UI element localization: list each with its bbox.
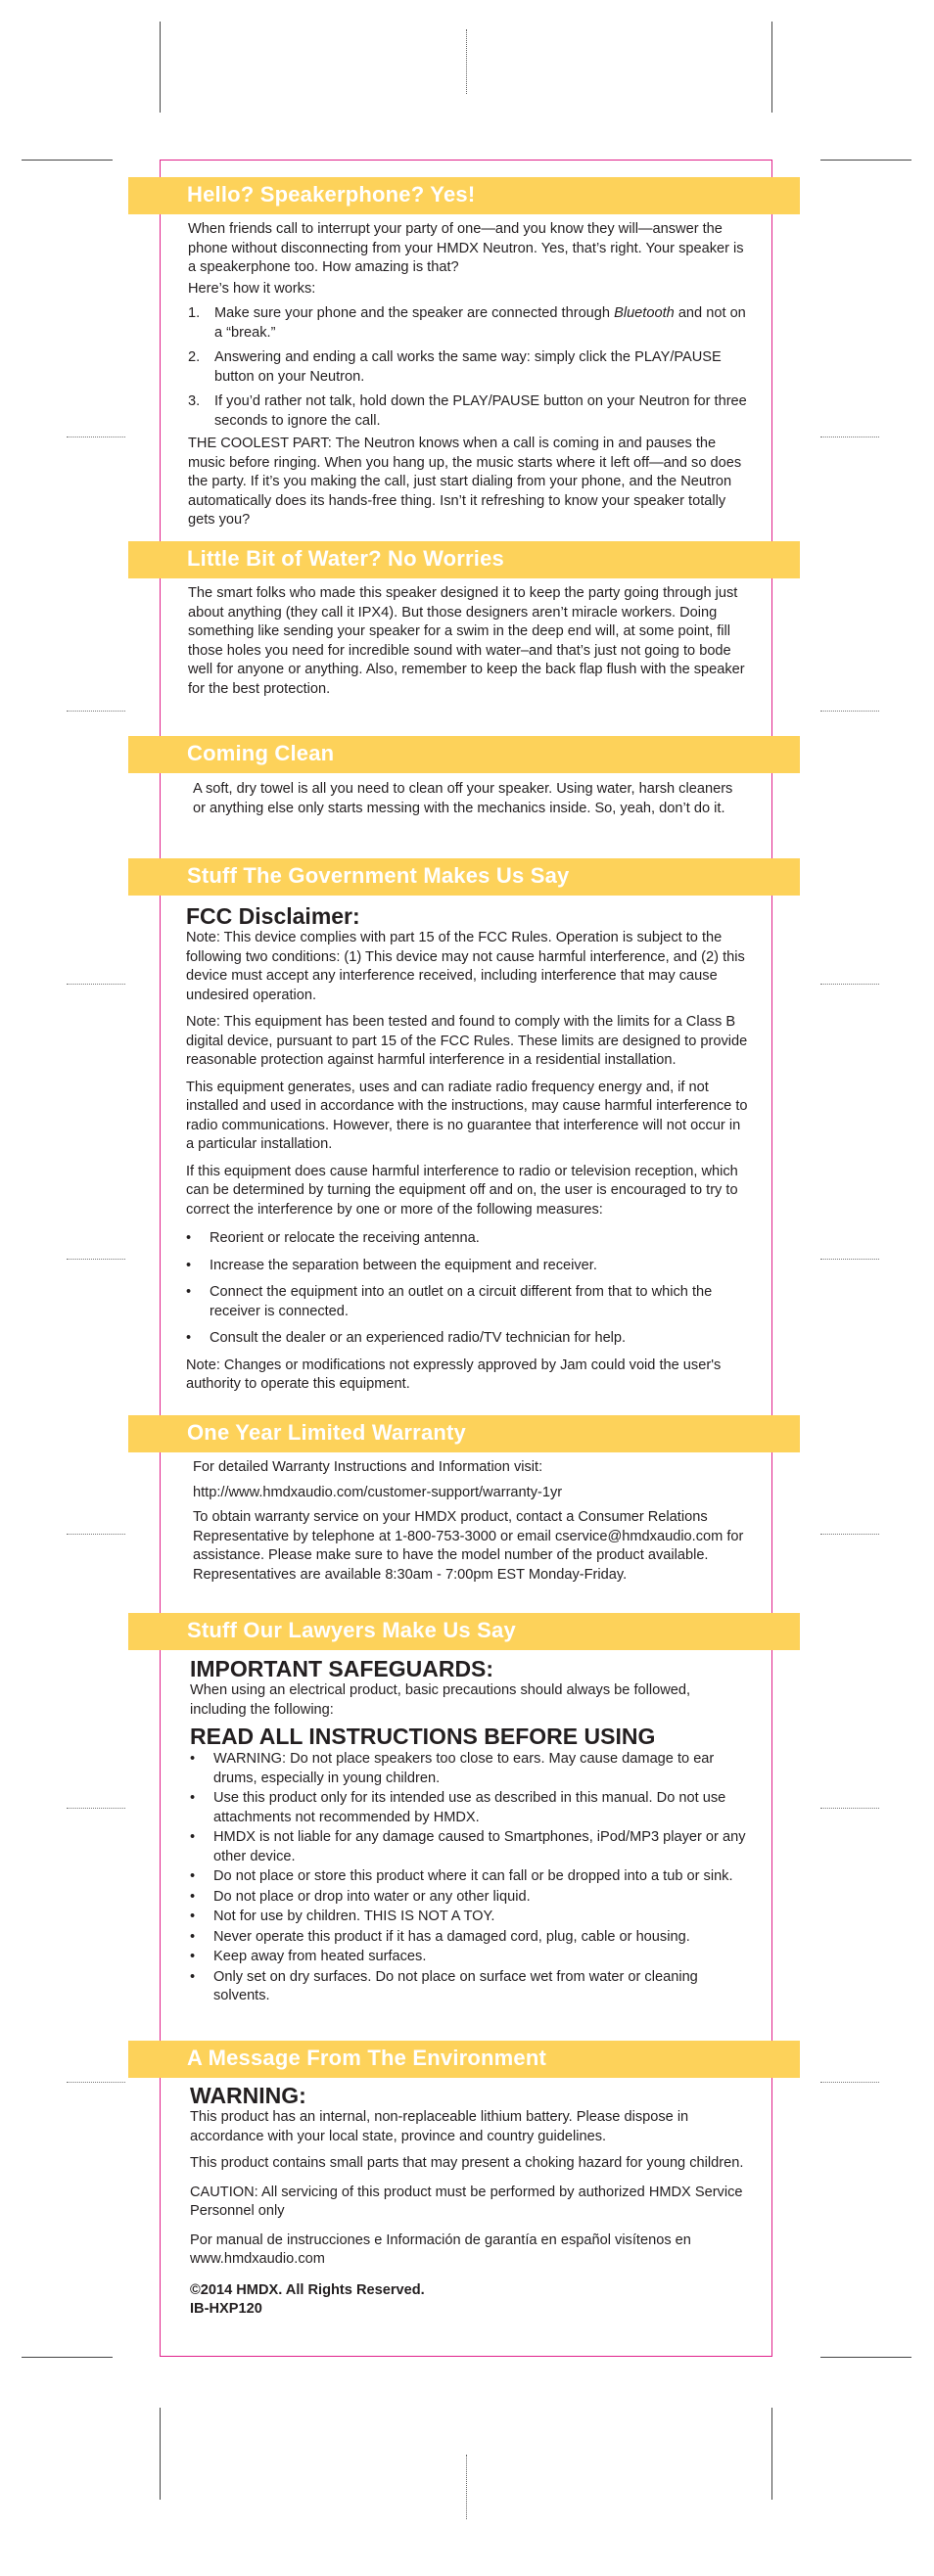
safeguard-text: Only set on dry surfaces. Do not place on surface wet from water or cleaning solvents. [213,1968,698,2003]
crop-mark [22,2357,113,2358]
choking-text: This product contains small parts that may present a choking hazard for young children. [190,2155,744,2171]
step-text: If you’d rather not talk, hold down the PLAY/PAUSE button on your Neutron for three seconds to ignore the call. [214,393,747,429]
fold-mark [67,2082,125,2083]
copyright-text: ©2014 HMDX. All Rights Reserved. [190,2281,425,2298]
bullet: • [190,1909,196,1924]
read-instructions-heading: READ ALL INSTRUCTIONS BEFORE USING [190,1724,656,1749]
body-text: A soft, dry towel is all you need to clean off your speaker. Using water, harsh cleaners or anything else only starts messing with the mechanics inside. So, yeah, don’t do it. [193,781,733,816]
step-text: and not on a “break.” [214,305,746,341]
safeguard-text: WARNING: Do not place speakers too close to ears. May cause damage to ear drums, especially in young children. [213,1751,715,1786]
fold-mark [820,1259,879,1260]
list-item [190,1867,748,1887]
section-title: Stuff Our Lawyers Make Us Say [187,1618,516,1642]
measures-list [186,1229,749,1349]
section-header-clean [128,736,800,773]
speakerphone-body [188,220,748,538]
intro-text: When friends call to interrupt your party of one—and you know they will—answer the phone without disconnecting from your HMDX Neutron. Yes, that’s right. Your speaker is a speakerphone too. How amazing is that? [188,221,744,275]
lawyers-body [190,1656,748,2007]
fold-mark [820,984,879,985]
safeguard-text: HMDX is not liable for any damage caused to Smartphones, iPod/MP3 player or any other device. [213,1829,746,1864]
bullet: • [186,1284,192,1300]
safeguard-text: Keep away from heated surfaces. [213,1949,427,1964]
section-title: Coming Clean [187,741,335,765]
safeguards-list [190,1750,748,2006]
section-header-government [128,858,800,896]
body-text: The smart folks who made this speaker designed it to keep the party going through just about anything (they call it IPX4). But those designers aren’t miracle workers. Doing something like sending your speaker for a swim in the deep end will, at some point, fill those holes you need for incredible sound with water–and that’s just not going to bode well for anyone or anything. Also, remember to keep the back flap flush with the speaker for the best protection. [188,585,745,697]
bullet: • [186,1330,192,1346]
list-item [186,1229,749,1249]
section-header-lawyers [128,1613,800,1650]
warranty-body [193,1458,746,1592]
warranty-details: To obtain warranty service on your HMDX product, contact a Consumer Relations Representative by telephone at 1-800-753-3000 or email cservice@hmdxaudio.com for assistance. Please make sure to have the model number of the product available. Representatives are available 8:30am - 7:00pm EST Monday-Friday. [193,1509,744,1583]
list-item [190,1928,748,1948]
safeguard-text: Use this product only for its intended use as described in this manual. Do not use attachments not recommended by HMDX. [213,1790,726,1825]
safeguard-text: Never operate this product if it has a damaged cord, plug, cable or housing. [213,1928,690,1945]
list-number: 3. [188,393,201,409]
fold-mark [67,984,125,985]
crop-mark [771,22,772,113]
bullet: • [190,1949,196,1964]
list-item [186,1283,749,1321]
step-emphasis: Bluetooth [614,305,675,321]
safeguards-heading: IMPORTANT SAFEGUARDS: [190,1656,494,1681]
section-header-warranty [128,1415,800,1452]
section-header-environment [128,2041,800,2078]
list-item [186,1329,749,1349]
fcc-note-5: Note: Changes or modifications not expressly approved by Jam could void the user's authority to operate this equipment. [186,1357,722,1392]
crop-mark [820,2357,911,2358]
list-item [190,1828,748,1866]
warranty-url[interactable]: http://www.hmdxaudio.com/customer-support/warranty-1yr [193,1484,563,1500]
fold-mark [67,711,125,712]
bullet: • [186,1230,192,1246]
bullet: • [190,1868,196,1884]
crop-mark [771,2408,772,2500]
fold-mark [466,29,467,94]
bullet: • [190,1928,196,1945]
coolest-text: THE COOLEST PART: The Neutron knows when a call is coming in and pauses the music before ringing. When you hang up, the music starts where it left off—and so does the party. If it’s you making the call, just start dialing from your phone, and the Neutron automatically does its hands-free thing. Isn’t it refreshing to know your speaker totally gets you? [188,436,742,528]
safeguard-text: Do not place or drop into water or any other liquid. [213,1888,531,1905]
document-code: IB-HXP120 [190,2301,262,2317]
list-item [190,1968,748,2006]
list-item [188,304,748,343]
government-body [186,903,749,1403]
measure-text: Increase the separation between the equipment and receiver. [210,1257,597,1273]
section-header-speakerphone [128,177,800,214]
measure-text: Reorient or relocate the receiving antenna. [210,1230,480,1246]
fold-mark [820,2082,879,2083]
step-text: Answering and ending a call works the same way: simply click the PLAY/PAUSE button on your Neutron. [214,349,722,385]
caution-text: CAUTION: All servicing of this product must be performed by authorized HMDX Service Personnel only [190,2184,743,2219]
crop-mark [820,160,911,161]
section-header-water [128,541,800,578]
fold-mark [466,2455,467,2519]
crop-mark [160,2408,161,2500]
warranty-intro: For detailed Warranty Instructions and Information visit: [193,1459,543,1475]
bullet: • [186,1257,192,1273]
list-item [190,1750,748,1788]
fcc-heading: FCC Disclaimer: [186,903,360,929]
fold-mark [67,1808,125,1809]
list-item [188,392,748,431]
fcc-note-1: Note: This device complies with part 15 of the FCC Rules. Operation is subject to the following two conditions: (1) This device may not cause harmful interference, and (2) this device must accept any interference received, including interference that may cause undesired operation. [186,930,745,1003]
crop-mark [22,160,113,161]
section-title: Little Bit of Water? No Worries [187,546,504,571]
list-item [190,1789,748,1827]
fold-mark [820,711,879,712]
list-number: 2. [188,349,201,365]
measure-text: Consult the dealer or an experienced radio/TV technician for help. [210,1330,627,1346]
list-item [186,1257,749,1276]
list-number: 1. [188,305,201,321]
fold-mark [820,1808,879,1809]
spanish-text: Por manual de instrucciones e Información de garantía en español visítenos en www.hmdxaudio.com [190,2231,691,2267]
list-item [190,1888,748,1908]
environment-body [190,2083,748,2320]
fcc-note-4: If this equipment does cause harmful interference to radio or television reception, which can be determined by turning the equipment off and on, the user is encouraged to try to correct the interference by one or more of the following measures: [186,1163,738,1218]
safeguards-intro: When using an electrical product, basic precautions should always be followed, including the following: [190,1682,691,1718]
section-title: A Message From The Environment [187,2046,547,2070]
section-title: One Year Limited Warranty [187,1420,466,1445]
measure-text: Connect the equipment into an outlet on a circuit different from that to which the receiver is connected. [210,1284,713,1319]
safeguard-text: Not for use by children. THIS IS NOT A TOY. [213,1909,495,1924]
bullet: • [190,1751,196,1767]
section-title: Hello? Speakerphone? Yes! [187,182,476,207]
bullet: • [190,1968,196,1985]
safeguard-text: Do not place or store this product where it can fall or be dropped into a tub or sink. [213,1868,733,1884]
bullet: • [190,1829,196,1845]
list-item [188,348,748,387]
crop-mark [160,22,161,113]
water-body [188,584,748,707]
fold-mark [67,1259,125,1260]
bullet: • [190,1888,196,1905]
list-item [190,1948,748,1967]
fcc-note-3: This equipment generates, uses and can radiate radio frequency energy and, if not installed and used in accordance with the instructions, may cause harmful interference to radio communications. However, there is no guarantee that interference will not occur in a particular installation. [186,1079,748,1152]
fcc-note-2: Note: This equipment has been tested and found to comply with the limits for a Class B digital device, pursuant to part 15 of the FCC Rules. These limits are designed to provide reasonable protection against harmful interference in a residential installation. [186,1014,748,1068]
step-text: Make sure your phone and the speaker are connected through [214,305,615,321]
clean-body [193,780,748,826]
list-item [190,1908,748,1927]
battery-text: This product has an internal, non-replaceable lithium battery. Please dispose in accordance with your local state, province and country guidelines. [190,2109,689,2144]
warning-heading: WARNING: [190,2083,306,2108]
how-text: Here’s how it works: [188,280,316,297]
fold-mark [820,1534,879,1535]
steps-list [188,304,748,431]
section-title: Stuff The Government Makes Us Say [187,863,570,888]
bullet: • [190,1790,196,1806]
fold-mark [67,1534,125,1535]
